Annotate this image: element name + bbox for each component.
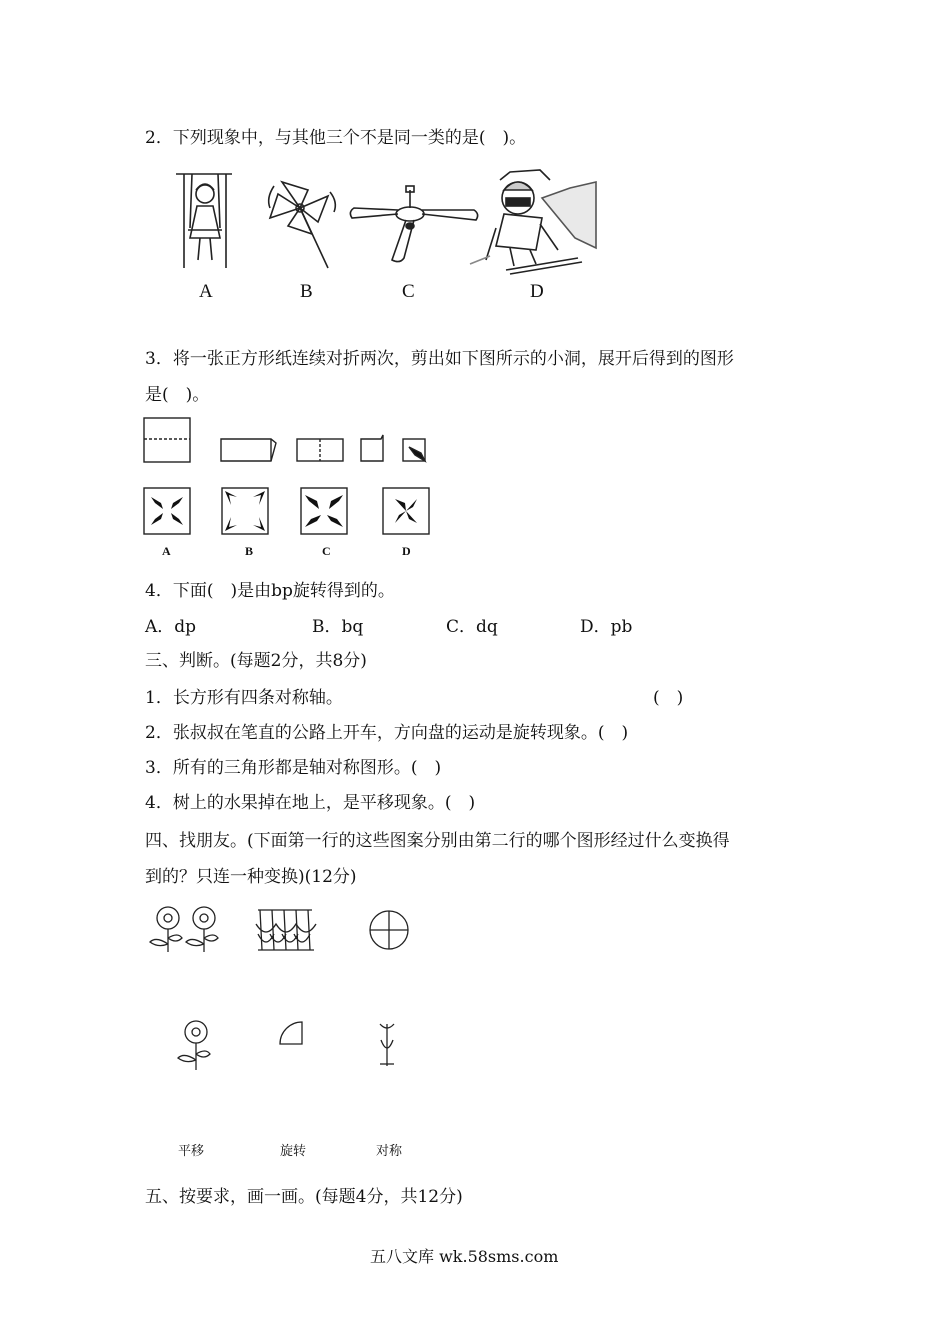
q2-option-a: A <box>199 281 213 302</box>
ornament-single-icon <box>380 1024 394 1066</box>
q2-option-c: C <box>402 281 415 302</box>
q2-illustrations <box>170 168 598 278</box>
pinwheel-icon <box>269 182 336 268</box>
q4-text: 4．下面( )是由bp旋转得到的。 <box>145 581 395 601</box>
section3-item-1-bracket: ( ) <box>653 688 684 708</box>
q4-option-a: A．dp <box>145 617 197 637</box>
q3-option-d: D <box>402 544 411 558</box>
transform-rotation-label: 旋转 <box>280 1144 307 1159</box>
section3-item-3: 3．所有的三角形都是轴对称图形。( ) <box>145 758 442 778</box>
q3-option-patterns <box>143 487 433 535</box>
skier-icon <box>470 170 596 276</box>
section4-row1-patterns <box>146 904 416 960</box>
q3-option-c: C <box>322 544 331 558</box>
flower-pair-icon <box>150 907 218 952</box>
section4-row2-shapes <box>176 1018 416 1078</box>
q2-option-d: D <box>530 281 544 302</box>
footer-text: 五八文库 wk.58sms.com <box>370 1247 559 1266</box>
single-flower-icon <box>178 1021 210 1070</box>
section3-item-4: 4．树上的水果掉在地上，是平移现象。( ) <box>145 793 476 813</box>
ornament-row-icon <box>256 910 316 950</box>
q3-option-b: B <box>245 544 254 558</box>
q3-folding-steps <box>143 417 433 465</box>
swing-girl-icon <box>176 174 232 268</box>
section5-title: 五、按要求，画一画。(每题4分，共12分) <box>145 1187 463 1207</box>
section4-title-line1: 四、找朋友。(下面第一行的这些图案分别由第二行的哪个图形经过什么变换得 <box>145 831 730 851</box>
transform-translation-label: 平移 <box>178 1144 205 1159</box>
transform-symmetry-label: 对称 <box>376 1144 403 1159</box>
section3-item-2: 2．张叔叔在笔直的公路上开车，方向盘的运动是旋转现象。( ) <box>145 723 629 743</box>
section3-title: 三、判断。(每题2分，共8分) <box>145 651 367 671</box>
ceiling-fan-icon <box>350 186 477 262</box>
q4-option-c: C．dq <box>446 617 498 637</box>
section3-item-1: 1．长方形有四条对称轴。 <box>145 688 343 708</box>
quarter-circle-icon <box>280 1022 302 1044</box>
section4-title-line2: 到的？只连一种变换)(12分) <box>145 867 357 887</box>
q4-option-d: D．pb <box>580 617 633 637</box>
q4-option-b: B．bq <box>312 617 364 637</box>
q3-text-line1: 3．将一张正方形纸连续对折两次，剪出如下图所示的小洞，展开后得到的图形 <box>145 349 734 369</box>
quartered-circle-icon <box>370 911 408 949</box>
q2-text: 2．下列现象中，与其他三个不是同一类的是( )。 <box>145 128 527 148</box>
q3-option-a: A <box>162 544 171 558</box>
q2-option-b: B <box>300 281 313 302</box>
q3-text-line2: 是( )。 <box>145 385 210 405</box>
